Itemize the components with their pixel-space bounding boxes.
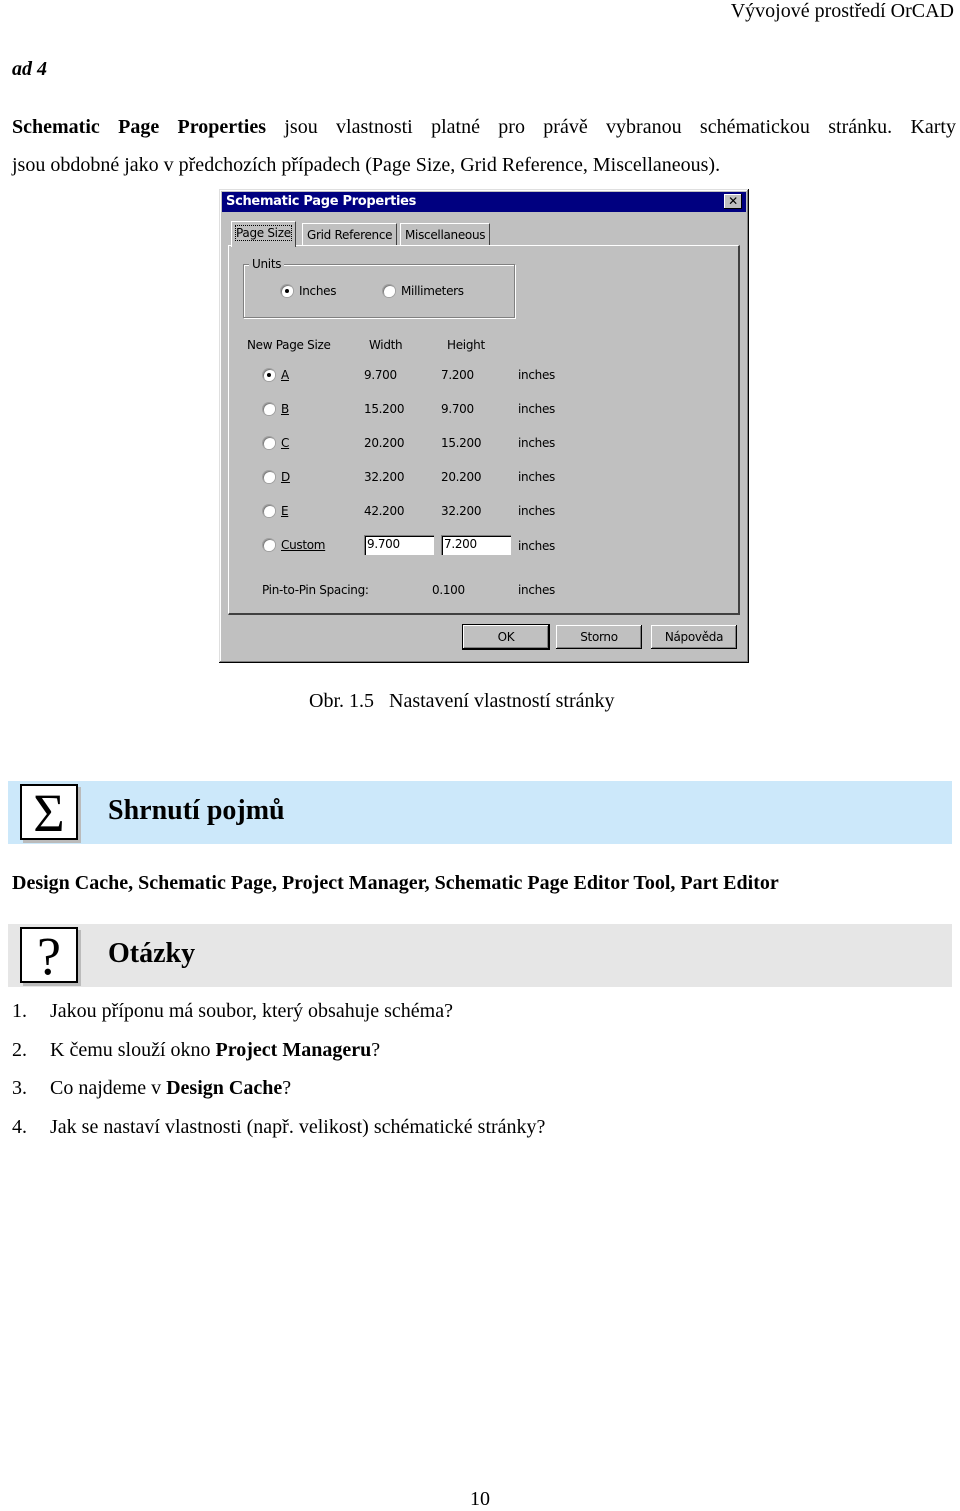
custom-unit: inches — [518, 539, 555, 553]
intro-paragraph — [12, 108, 956, 184]
size-unit: inches — [518, 368, 555, 382]
question-number: 3. — [12, 1077, 27, 1099]
question-number: 2. — [12, 1039, 27, 1061]
size-height: 7.200 — [441, 368, 474, 382]
question-number: 4. — [12, 1116, 27, 1138]
question-text-end: ? — [282, 1077, 292, 1099]
radio-size-b[interactable] — [263, 403, 275, 415]
questions-band — [8, 924, 952, 987]
ok-button[interactable]: OK — [463, 625, 549, 649]
size-name: A — [281, 368, 289, 382]
size-height: 32.200 — [441, 504, 482, 518]
size-unit: inches — [518, 470, 555, 484]
pin-spacing-unit: inches — [518, 583, 555, 597]
radio-millimeters[interactable] — [383, 285, 395, 297]
custom-height-input[interactable]: 7.200 — [441, 535, 511, 555]
intro-bold-term: Schematic Page Properties — [12, 116, 267, 138]
question-text-end: ? — [371, 1039, 381, 1061]
intro-text-1: jsou vlastnosti platné pro právě vybranou schématickou stránku. Karty — [266, 116, 956, 138]
size-name: D — [281, 470, 290, 484]
size-name: E — [281, 504, 289, 518]
col-new-page-size: New Page Size — [247, 338, 331, 352]
help-button[interactable]: Nápověda — [651, 625, 737, 649]
close-icon[interactable]: ✕ — [724, 194, 742, 209]
running-header: Vývojové prostředí OrCAD — [730, 0, 954, 22]
question-item — [12, 1116, 545, 1139]
question-text: Jakou příponu má soubor, který obsahuje schéma? — [50, 1000, 453, 1022]
cancel-button[interactable]: Storno — [556, 625, 642, 649]
size-width: 20.200 — [364, 436, 405, 450]
size-width: 9.700 — [364, 368, 397, 382]
size-unit: inches — [518, 402, 555, 416]
custom-label: Custom — [281, 538, 326, 552]
summary-terms: Design Cache, Schematic Page, Project Manager, Schematic Page Editor Tool, Part Editor — [12, 872, 779, 894]
tab-grid-reference[interactable] — [302, 223, 397, 245]
dialog-title-bar — [222, 192, 746, 212]
question-bold-term: Design Cache — [166, 1077, 283, 1099]
size-unit: inches — [518, 436, 555, 450]
units-group-label: Units — [249, 257, 284, 271]
pin-spacing-value: 0.100 — [432, 583, 465, 597]
question-item — [12, 1000, 453, 1023]
question-item — [12, 1039, 380, 1062]
size-width: 15.200 — [364, 402, 405, 416]
radio-size-d[interactable] — [263, 471, 275, 483]
tab-label: Miscellaneous — [405, 228, 486, 242]
tab-label: Grid Reference — [307, 228, 393, 242]
schematic-page-properties-dialog — [219, 189, 749, 663]
summary-band — [8, 781, 952, 844]
inches-label: Inches — [299, 284, 337, 298]
question-bold-term: Project Manageru — [215, 1039, 372, 1061]
tab-page-size[interactable] — [231, 221, 296, 247]
question-text: K čemu slouží okno — [50, 1039, 216, 1061]
radio-size-a[interactable] — [263, 369, 275, 381]
page-number: 10 — [470, 1488, 490, 1510]
col-height: Height — [447, 338, 485, 352]
radio-size-c[interactable] — [263, 437, 275, 449]
size-height: 9.700 — [441, 402, 474, 416]
millimeters-label: Millimeters — [401, 284, 464, 298]
size-name: B — [281, 402, 289, 416]
size-height: 15.200 — [441, 436, 482, 450]
radio-size-e[interactable] — [263, 505, 275, 517]
figure-caption: Obr. 1.5 Nastavení vlastností stránky — [309, 690, 615, 712]
intro-text-2: jsou obdobné jako v předchozích případech (Page Size, Grid Reference, Miscellaneous). — [12, 154, 721, 176]
size-width: 32.200 — [364, 470, 405, 484]
size-name: C — [281, 436, 290, 450]
questions-title: Otázky — [108, 938, 196, 969]
size-unit: inches — [518, 504, 555, 518]
tab-label: Page Size — [236, 226, 291, 240]
size-width: 42.200 — [364, 504, 405, 518]
tab-miscellaneous[interactable] — [400, 223, 490, 245]
sigma-icon: Σ — [20, 784, 78, 840]
custom-width-input[interactable]: 9.700 — [364, 535, 434, 555]
summary-title: Shrnutí pojmů — [108, 795, 285, 826]
col-width: Width — [369, 338, 403, 352]
radio-size-custom[interactable] — [263, 539, 275, 551]
section-label: ad 4 — [12, 58, 47, 80]
dialog-title: Schematic Page Properties — [226, 194, 417, 209]
question-number: 1. — [12, 1000, 27, 1022]
size-height: 20.200 — [441, 470, 482, 484]
question-mark-icon: ? — [20, 927, 78, 983]
question-item — [12, 1077, 291, 1100]
pin-spacing-label: Pin-to-Pin Spacing: — [262, 583, 369, 597]
question-text: Jak se nastaví vlastnosti (např. velikost) schématické stránky? — [50, 1116, 546, 1138]
radio-inches[interactable] — [281, 285, 293, 297]
question-text: Co najdeme v — [50, 1077, 167, 1099]
